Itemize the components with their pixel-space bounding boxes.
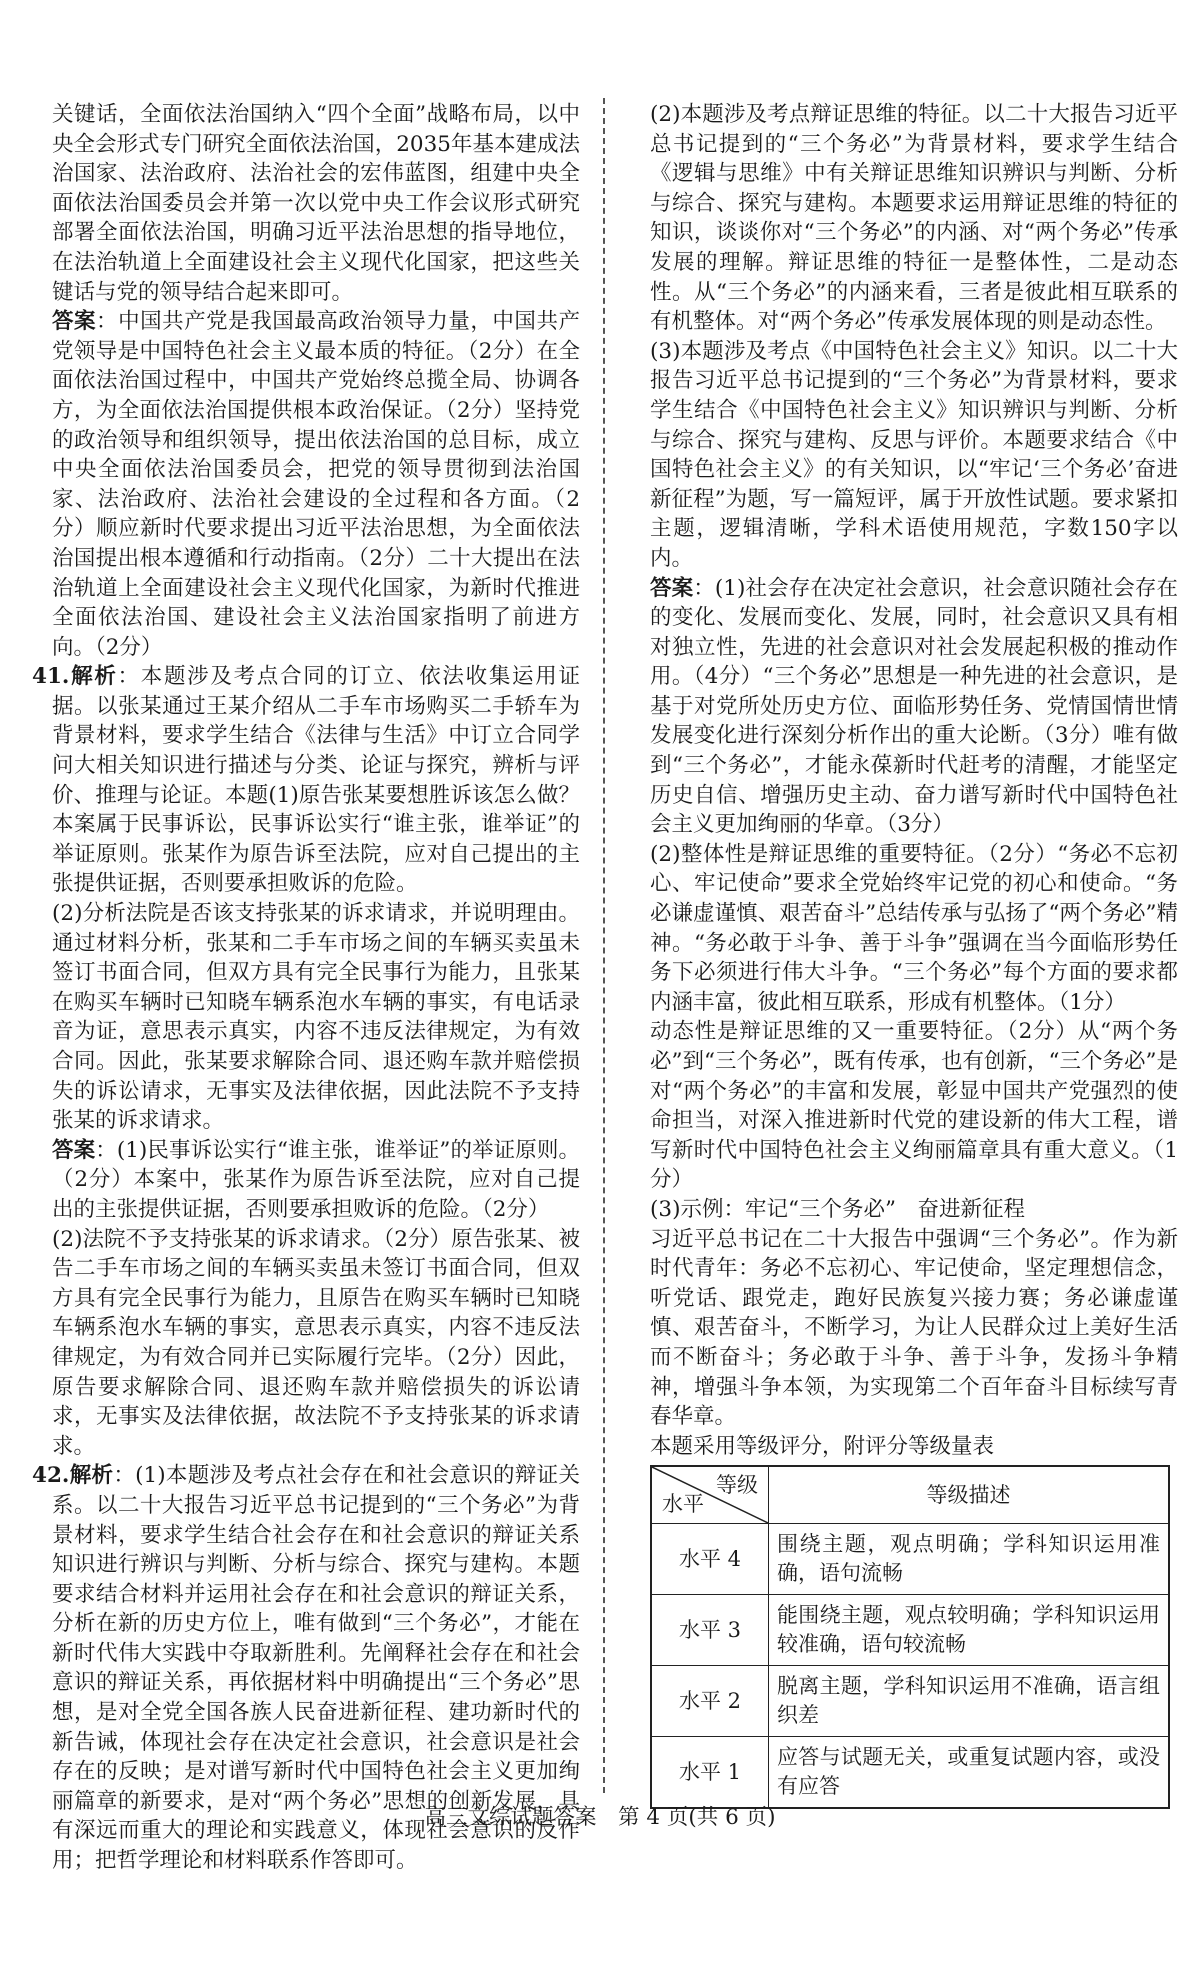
grading-table (650, 1465, 1170, 1809)
q42-answer (650, 574, 1178, 840)
level-cell: 水平 3 (651, 1595, 769, 1666)
q42-part2-analysis: (2)本题涉及考点辩证思维的特征。以二十大报告习近平总书记提到的“三个务必”为背景材料，要求学生结合《逻辑与思维》中有关辩证思维知识辨识与判断、分析与综合、探究与建构。本题要求运用辩证思维的特征的知识，谈谈你对“三个务必”的内涵、对“两个务必”传承发展的理解。辩证思维的特征一是整体性，二是动态性。从“三个务必”的内涵来看，三者是彼此相互联系的有机整体。对“两个务必”传承发展体现的则是动态性。 (650, 102, 1178, 335)
q42-answer-dynamic: 动态性是辩证思维的又一重要特征。（2分）从“两个务必”到“三个务必”，既有传承，也有创新，“三个务必”是对“两个务必”的丰富和发展，彰显中国共产党强烈的使命担当，对深入推进新时代党的建设新的伟大工程，谱写新时代中国特色社会主义绚丽篇章具有重大意义。（1分） (650, 1019, 1178, 1193)
table-row (651, 1595, 1169, 1666)
q41-analysis-text: ：本题涉及考点合同的订立、依法收集运用证据。以张某通过王某介绍从二手车市场购买二手轿车为背景材料，要求学生结合《法律与生活》中订立合同学问大相关知识进行描述与分类、论证与探究，辨析与评价、推理与论证。本题(1)原告张某要想胜诉该怎么做？本案属于民事诉讼，民事诉讼实行“谁主张，谁举证”的举证原则。张某作为原告诉至法院，应对自己提出的主张提供证据，否则要承担败诉的危险。 (52, 664, 580, 897)
q41-analysis-label: 解析 (69, 664, 118, 690)
table-row (651, 1666, 1169, 1737)
q42-part3-analysis: (3)本题涉及考点《中国特色社会主义》知识。以二十大报告习近平总书记提到的“三个务必”为背景材料，要求学生结合《中国特色社会主义》知识辨识与判断、分析与综合、探究与建构、反思与评价。本题要求结合《中国特色社会主义》的有关知识，以“牢记‘三个务必’奋进新征程”为题，写一篇短评，属于开放性试题。要求紧扣主题，逻辑清晰，学科术语使用规范，字数150字以内。 (650, 338, 1178, 571)
q41-answer-label: 答案 (52, 1137, 96, 1163)
q42-example-title: (3)示例：牢记“三个务必” 奋进新征程 (650, 1196, 1025, 1222)
column-divider (603, 98, 605, 1793)
left-column (32, 100, 580, 1876)
table-header-desc: 等级描述 (769, 1466, 1170, 1524)
q41-analysis (32, 662, 580, 899)
table-row (651, 1737, 1169, 1809)
table-corner-cell (651, 1466, 769, 1524)
level-cell: 水平 1 (651, 1737, 769, 1809)
level-cell: 水平 4 (651, 1524, 769, 1595)
answer-text: ：中国共产党是我国最高政治领导力量，中国共产党领导是中国特色社会主义最本质的特征。（2分）在全面依法治国过程中，中国共产党始终总揽全局、协调各方，为全面依法治国提供根本政治保证。（2分）坚持党的政治领导和组织领导，提出依法治国的总目标，成立中央全面依法治国委员会，把党的领导贯彻到法治国家、法治政府、法治社会建设的全过程和各方面。（2分）顺应新时代要求提出习近平法治思想，为全面依法治国提出根本遵循和行动指南。（2分）二十大提出在法治轨道上全面建设社会主义现代化国家，为新时代推进全面依法治国、建设社会主义法治国家指明了前进方向。（2分） (52, 309, 580, 660)
q42-analysis-label: 解析 (69, 1463, 114, 1489)
q42-answer-text: ：(1)社会存在决定社会意识，社会意识随社会存在的变化、发展而变化、发展，同时，社会意识又具有相对独立性，先进的社会意识对社会发展起积极的推动作用。（4分）“三个务必”思想是一种先进的社会意识，是基于对党所处历史方位、面临形势任务、党情国情世情发展变化进行深刻分析作出的重大论断。（3分）唯有做到“三个务必”，才能永葆新时代赶考的清醒，才能坚定历史自信、增强历史主动、奋力谱写新时代中国特色社会主义更加绚丽的华章。（3分） (650, 575, 1178, 838)
page-footer: 高三文综试题答案 第 4 页(共 6 页) (424, 1805, 776, 1830)
corner-top-label: 等级 (716, 1473, 758, 1498)
q41-answer (52, 1136, 580, 1225)
continued-paragraph: 关键话，全面依法治国纳入“四个全面”战略布局，以中央全会形式专门研究全面依法治国，2035年基本建成法治国家、法治政府、法治社会的宏伟蓝图，组建中央全面依法治国委员会并第一次以党中央工作会议形式研究部署全面依法治国，明确习近平法治思想的指导地位，在法治轨道上全面建设社会主义现代化国家，把这些关键话与党的领导结合起来即可。 (52, 102, 580, 305)
q42-number: 42. (32, 1463, 70, 1489)
level-cell: 水平 2 (651, 1666, 769, 1737)
q41-answer-part2: (2)法院不予支持张某的诉求请求。（2分）原告张某、被告二手车市场之间的车辆买卖虽未签订书面合同，但双方具有完全民事行为能力，且原告在购买车辆时已知晓车辆系泡水车辆的事实，意思表示真实，内容不违反法律规定，为有效合同并已实际履行完毕。（2分）因此，原告要求解除合同、退还购车款并赔偿损失的诉讼请求，无事实及法律依据，故法院不予支持张某的诉求请求。 (52, 1226, 580, 1459)
desc-cell: 脱离主题，学科知识运用不准确，语言组织差 (769, 1666, 1170, 1737)
desc-cell: 应答与试题无关，或重复试题内容，或没有应答 (769, 1737, 1170, 1809)
answer-paragraph (52, 307, 580, 662)
desc-cell: 围绕主题，观点明确；学科知识运用准确，语句流畅 (769, 1524, 1170, 1595)
q42-answer-part2: (2)整体性是辩证思维的重要特征。（2分）“务必不忘初心、牢记使命”要求全党始终牢记党的初心和使命。“务必谦虚谨慎、艰苦奋斗”总结传承与弘扬了“两个务必”精神。“务必敢于斗争、善于斗争”强调在当今面临形势任务下必须进行伟大斗争。“三个务必”每个方面的要求都内涵丰富，彼此相互联系，形成有机整体。（1分） (650, 841, 1178, 1015)
q41-part2: (2)分析法院是否该支持张某的诉求请求，并说明理由。通过材料分析，张某和二手车市场之间的车辆买卖虽未签订书面合同，但双方具有完全民事行为能力，且张某在购买车辆时已知晓车辆系泡水车辆的事实，有电话录音为证，意思表示真实，内容不违反法律规定，为有效合同。因此，张某要求解除合同、退还购车款并赔偿损失的诉讼请求，无事实及法律依据，因此法院不予支持张某的诉求请求。 (52, 901, 580, 1134)
corner-bottom-label: 水平 (662, 1492, 704, 1517)
table-row (651, 1524, 1169, 1595)
desc-cell: 能围绕主题，观点较明确；学科知识运用较准确，语句较流畅 (769, 1595, 1170, 1666)
q41-number: 41. (32, 664, 70, 690)
answer-label: 答案 (52, 309, 97, 335)
q42-answer-label: 答案 (650, 575, 694, 601)
q42-example-body: 习近平总书记在二十大报告中强调“三个务必”。作为新时代青年：务必不忘初心、牢记使命，坚定理想信念，听党话、跟党走，跑好民族复兴接力赛；务必谦虚谨慎、艰苦奋斗，不断学习，为让人民群众过上美好生活而不断奋斗；务必敢于斗争、善于斗争，发扬斗争精神，增强斗争本领，为实现第二个百年奋斗目标续写青春华章。 (650, 1226, 1178, 1430)
table-intro: 本题采用等级评分，附评分等级量表 (650, 1433, 995, 1459)
q41-answer-text: ：(1)民事诉讼实行“谁主张，谁举证”的举证原则。（2分）本案中，张某作为原告诉至法院，应对自己提出的主张提供证据，否则要承担败诉的危险。（2分） (52, 1137, 580, 1222)
q42-analysis-text: ：(1)本题涉及考点社会存在和社会意识的辩证关系。以二十大报告习近平总书记提到的“三个务必”为背景材料，要求学生结合社会存在和社会意识的辩证关系知识进行辨识与判断、分析与综合、探究与建构。本题要求结合材料并运用社会存在和社会意识的辩证关系，分析在新的历史方位上，唯有做到“三个务必”，才能在新时代伟大实践中夺取新胜利。先阐释社会存在和社会意识的辩证关系，再依据材料中明确提出“三个务必”思想，是对全党全国各族人民奋进新征程、建功新时代的新告诫，体现社会存在决定社会意识，社会意识是社会存在的反映；是对谱写新时代中国特色社会主义更加绚丽篇章的新要求，是对“两个务必”思想的创新发展，具有深远而重大的理论和实践意义，体现社会意识的反作用；把哲学理论和材料联系作答即可。 (52, 1463, 580, 1874)
table-header-row (651, 1466, 1169, 1524)
right-column (650, 100, 1178, 1809)
